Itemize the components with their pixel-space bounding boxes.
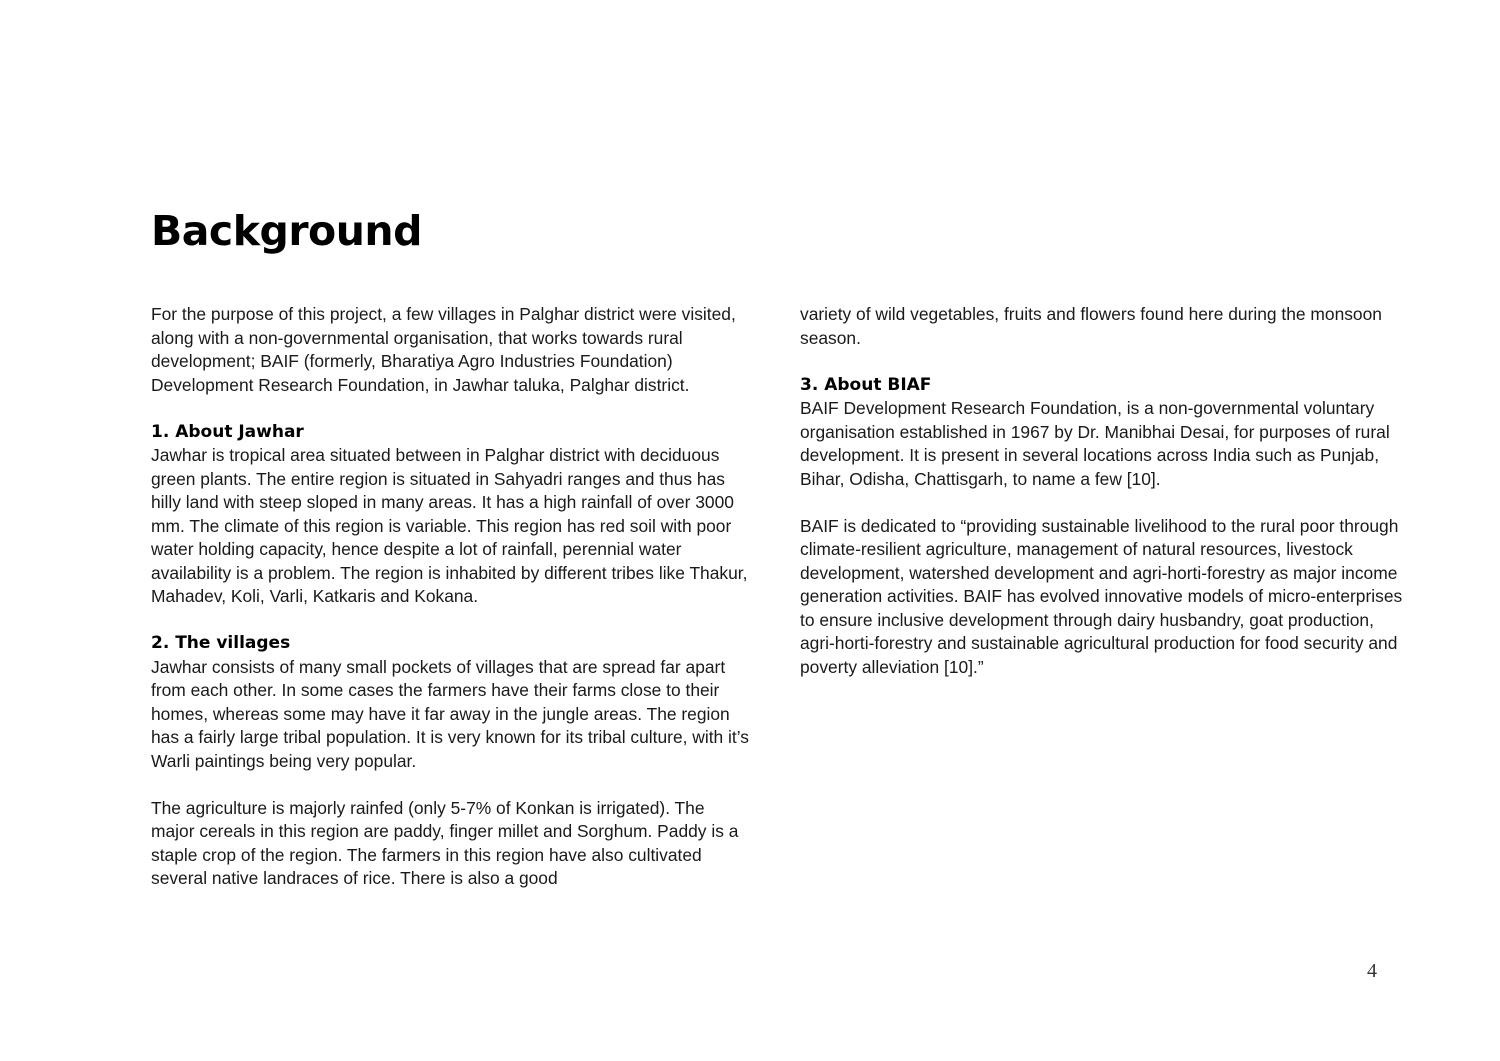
agriculture-paragraph: The agriculture is majorly rainfed (only 5-7% of Konkan is irrigated). The major cereals in this region are paddy, finger millet and Sorghum. Paddy is a staple crop of the region. The farmers in this region have also cultivated several native landraces of rice. There is also a good — [151, 797, 739, 888]
section-heading-about-biaf: 3. About BIAF — [800, 374, 932, 395]
about-jawhar-paragraph: Jawhar is tropical area situated between in Palghar district with deciduous green plants. The entire region is situated in Sahyadri ranges and thus has hilly land with steep sloped in many areas. It has a high rainfall of over 3000 mm. The climate of this region is variable. This region has red soil with poor water holding capacity, hence despite a lot of rainfall, perennial water availability is a problem. The region is inhabited by different tribes like Thakur, Mahadev, Koli, Varli, Katkaris and Kokana. — [151, 445, 748, 606]
section-heading-the-villages: 2. The villages — [151, 633, 291, 653]
left-column — [151, 303, 751, 891]
page-number: 4 — [1367, 960, 1377, 982]
section-heading-about-jawhar: 1. About Jawhar — [151, 421, 304, 442]
about-biaf-paragraph: BAIF Development Research Foundation, is a non-governmental voluntary organisation established in 1967 by Dr. Manibhai Desai, for purposes of rural development. It is present in several locations across India such as Punjab, Bihar, Odisha, Chattisgarh, to name a few [10]. — [800, 398, 1390, 489]
page-title: Background — [151, 207, 422, 255]
villages-paragraph: Jawhar consists of many small pockets of villages that are spread far apart from each other. In some cases the farmers have their farms close to their homes, whereas some may have it far away in the jungle areas. The region has a fairly large tribal population. It is very known for its tribal culture, with it’s Warli paintings being very popular. — [151, 656, 749, 771]
right-column — [800, 303, 1405, 679]
intro-paragraph: For the purpose of this project, a few villages in Palghar district were visited, along with a non-governmental organisation, that works towards rural development; BAIF (formerly, Bharatiya Agro Industries Foundation) Development Research Foundation, in Jawhar taluka, Palghar district. — [151, 304, 736, 395]
baif-mission-paragraph: BAIF is dedicated to “providing sustainable livelihood to the rural poor through climate-resilient agriculture, management of natural resources, livestock development, watershed development and agri-horti-forestry as major income generation activities. BAIF has evolved innovative models of micro-enterprises to ensure inclusive development through dairy husbandry, goat production, agri-horti-forestry and sustainable agricultural production for food security and poverty alleviation [10].” — [800, 515, 1403, 677]
continuation-paragraph: variety of wild vegetables, fruits and flowers found here during the monsoon season. — [800, 304, 1382, 348]
